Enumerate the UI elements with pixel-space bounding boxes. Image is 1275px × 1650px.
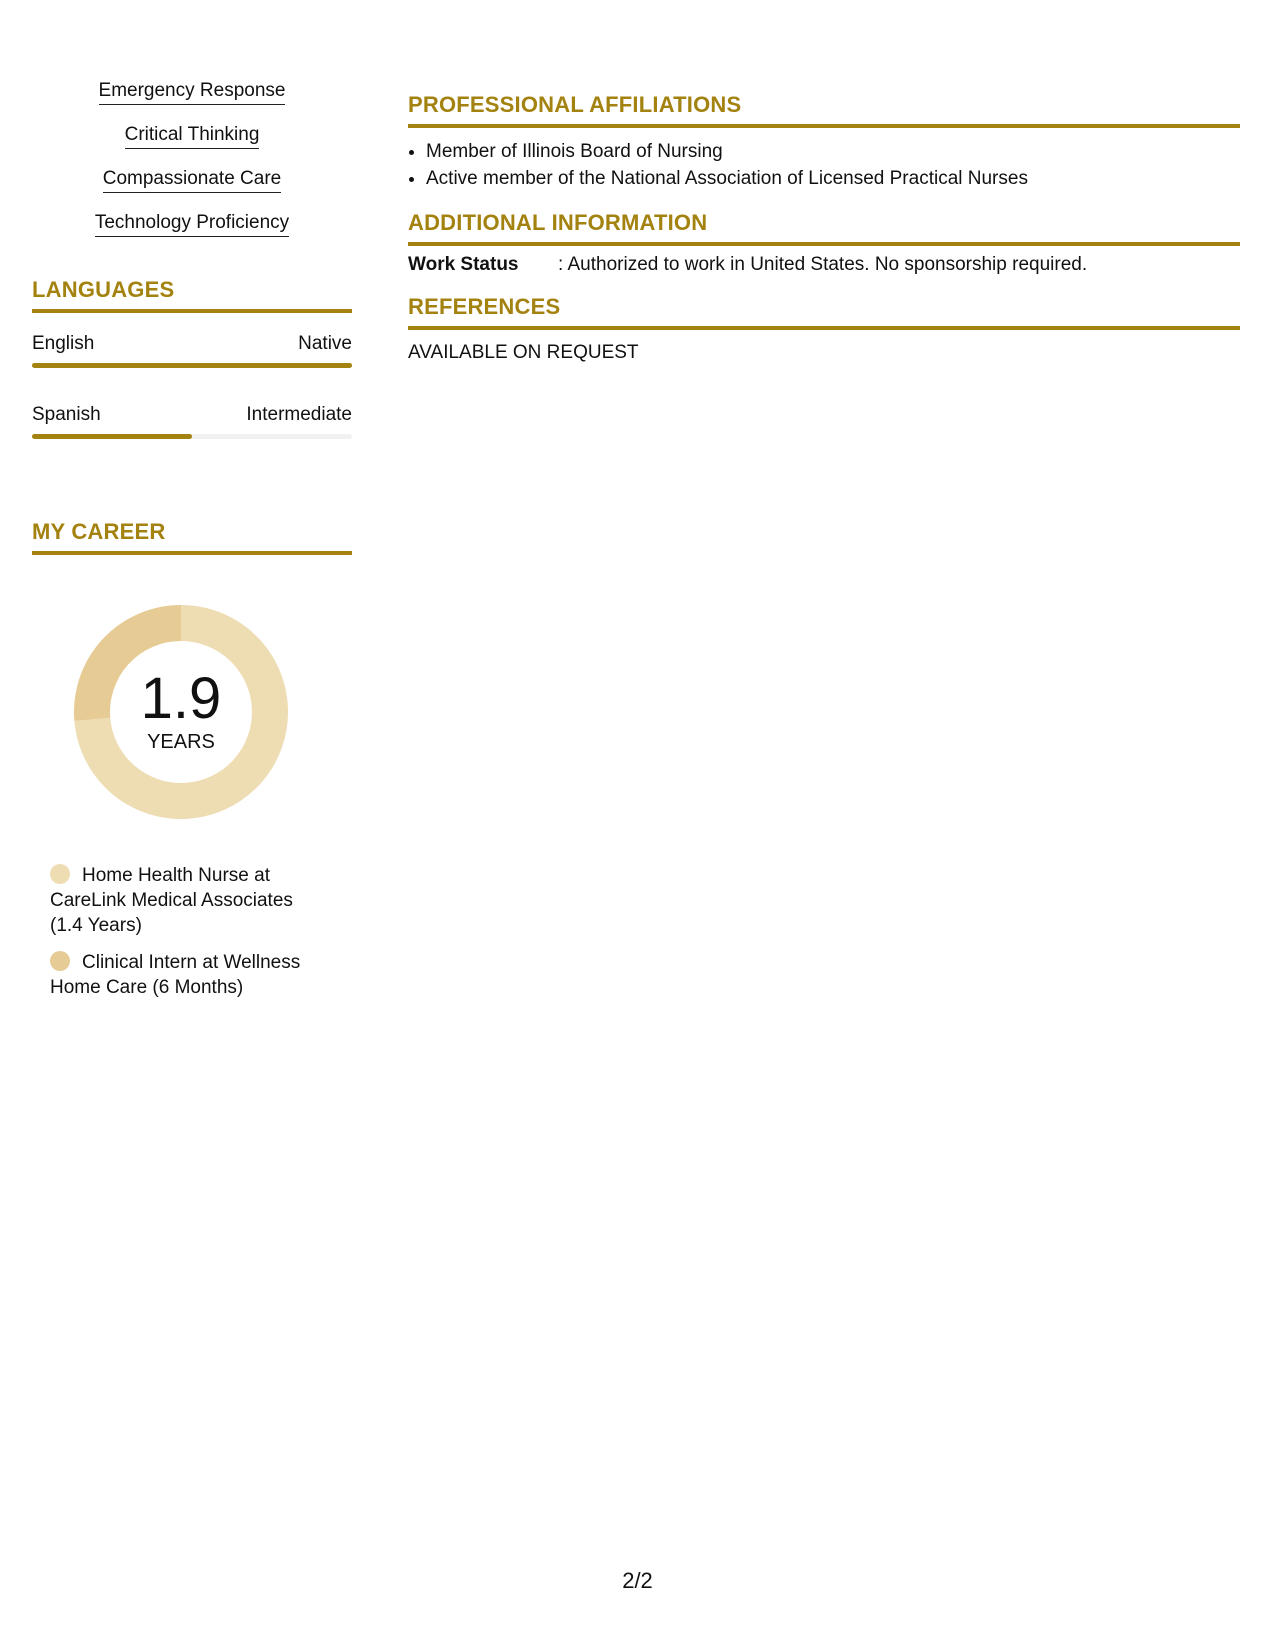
affiliations-section (408, 92, 1240, 192)
language-english (32, 333, 352, 368)
work-status-label: Work Status (408, 254, 519, 275)
references-text: AVAILABLE ON REQUEST (408, 342, 639, 363)
language-name: Spanish (32, 404, 101, 425)
languages-section (32, 277, 352, 439)
legend-item: Home Health Nurse at CareLink Medical Associates (1.4 Years) (50, 865, 293, 936)
list-item: • Member of Illinois Board of Nursing (426, 138, 1240, 165)
skill-item: Critical Thinking (125, 124, 260, 149)
work-status-row (408, 254, 1240, 276)
career-heading: MY CAREER (32, 519, 352, 555)
career-total-unit: YEARS (147, 731, 215, 753)
language-level: Native (298, 333, 352, 354)
language-level-bar (32, 363, 352, 368)
legend-item: Clinical Intern at Wellness Home Care (6 Months) (50, 952, 301, 998)
additional-info-heading: ADDITIONAL INFORMATION (408, 210, 1240, 246)
career-donut-chart (66, 597, 296, 827)
left-column (32, 80, 352, 1012)
skill-item: Emergency Response (99, 80, 286, 105)
affiliations-heading: PROFESSIONAL AFFILIATIONS (408, 92, 1240, 128)
language-level-bar (32, 434, 352, 439)
page-number: 2/2 (622, 1568, 653, 1593)
language-level-fill (32, 363, 352, 368)
legend-dot-icon (50, 864, 70, 884)
references-heading: REFERENCES (408, 294, 1240, 330)
list-item: • Active member of the National Association of Licensed Practical Nurses (426, 165, 1240, 192)
career-total-value: 1.9 (140, 666, 222, 731)
legend-dot-icon (50, 951, 70, 971)
references-section (408, 294, 1240, 364)
affiliations-list (408, 138, 1240, 192)
skill-item: Compassionate Care (103, 168, 281, 193)
right-column (408, 92, 1240, 382)
language-spanish (32, 404, 352, 439)
work-status-value: : Authorized to work in United States. No sponsorship required. (558, 254, 1088, 275)
skill-item: Technology Proficiency (95, 212, 289, 237)
career-legend (50, 863, 320, 1000)
skills-list (32, 80, 352, 237)
languages-heading: LANGUAGES (32, 277, 352, 313)
language-name: English (32, 333, 95, 354)
language-level-fill (32, 434, 192, 439)
language-level: Intermediate (246, 404, 352, 425)
additional-info-section (408, 210, 1240, 276)
career-section (32, 519, 352, 1000)
